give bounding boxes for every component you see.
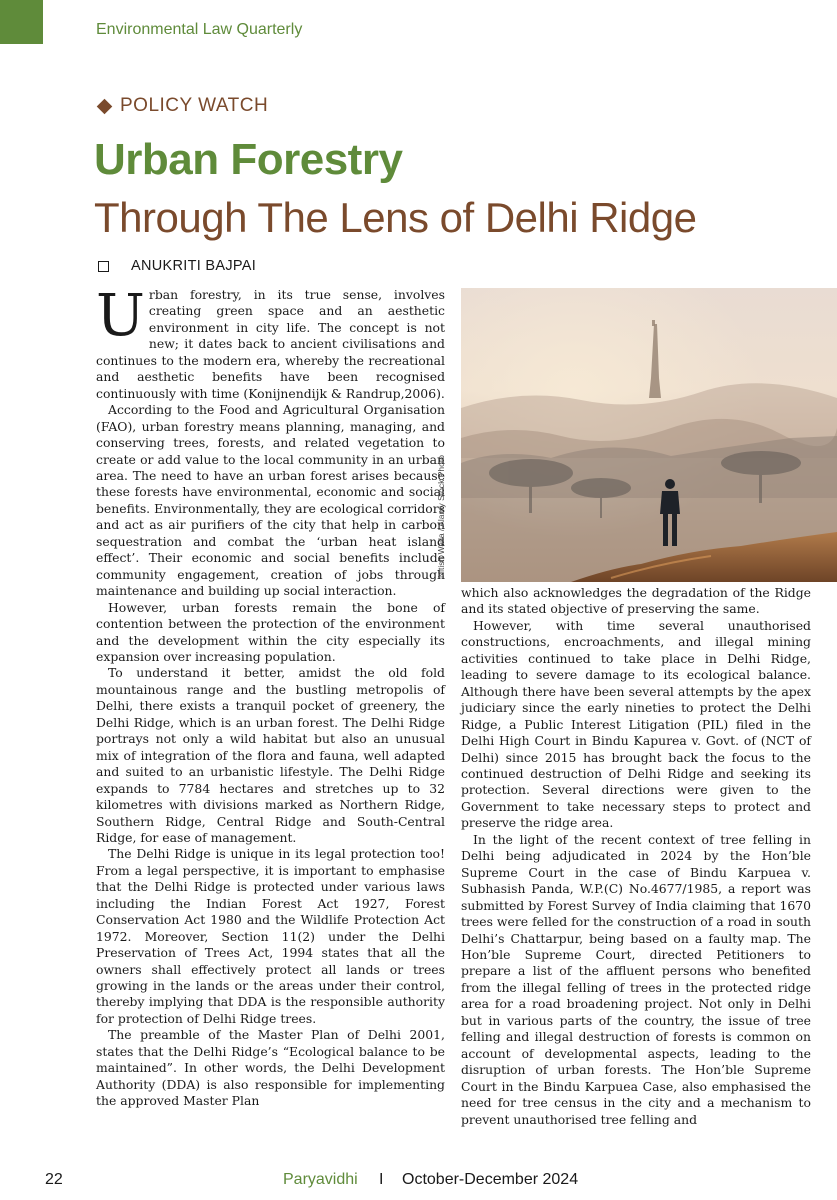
issue-date: October-December 2024 xyxy=(402,1171,579,1188)
corner-color-tab xyxy=(0,0,43,44)
paragraph: However, with time several unauthorised constructions, encroachments, and illegal mining activities continued to take place in Delhi Ridge, leading to severe damage to its ecological balance. Although there have been several attempts by the apex judiciary since the early nineties to protect the Delhi Ridge, a Public Interest Litigation (PIL) filed in the Delhi High Court in Bindu Kapurea v. Govt. of (NCT of Delhi) since 2015 has brought back the focus to the continued destruction of Delhi Ridge and seeking its protection. Several directions were given to the Government to take necessary steps to protect and preserve the ridge area. xyxy=(461,617,811,831)
section-label xyxy=(96,95,268,117)
paragraph: Urban forestry, in its true sense, involves creating green space and an aesthetic environment in city life. The concept is not new; it dates back to ancient civilisations and continues to the modern era, whereby the recreational and aesthetic benefits have been recognised continuously with time (Konijnendijk & Randrup,2006). xyxy=(96,281,445,401)
paragraph: In the light of the recent context of tree felling in Delhi being adjudicated in 2024 by the Hon’ble Supreme Court in the case of Bindu Karpuea v. Subhasish Panda, W.P.(C) No.4677/1985, a report was submitted by Forest Survey of India claiming that 1670 trees were felled for the construction of a road in south Delhi’s Chattarpur, being based on a faulty map. The Hon’ble Supreme Court, directed Petitioners to prepare a list of the affluent persons who benefited from the illegal felling of trees in the protected ridge area for a road broadening project. Not only in Delhi but in various parts of the country, the issue of tree felling and illegal destruction of forests is common on account of developmental aspects, leading to the disruption of urban forests. The Hon’ble Supreme Court in the Bindu Karpuea Case, also emphasised the need for tree census in the city and a mechanism to prevent unauthorised tree felling and xyxy=(461,831,811,1127)
paragraph: However, urban forests remain the bone of contention between the protection of the environment and the development within the city especially its expansion over increasing population. xyxy=(96,599,445,664)
photo-credit: Nitish Waila / Alamy Stock Photo xyxy=(436,455,446,578)
section-label-text: POLICY WATCH xyxy=(120,95,269,116)
author-byline xyxy=(98,258,256,274)
drop-cap: U xyxy=(96,281,145,349)
paragraph: The preamble of the Master Plan of Delhi 2001, states that the Delhi Ridge’s “Ecological balance to be maintained”. In other words, the Delhi Development Authority (DDA) is also responsible for implementing the approved Master Plan xyxy=(96,1027,445,1109)
diamond-icon xyxy=(97,98,113,114)
paragraph: To understand it better, amidst the old fold mountainous range and the bustling metropolis of Delhi, there exists a tranquil pocket of greenery, the Delhi Ridge, which is an urban forest. The Delhi Ridge portrays not only a wild habitat but also an unusual mix of integration of the flora and fauna, well adapted and suited to an urbanistic lifestyle. The Delhi Ridge expands to 7784 hectares and stretches up to 32 kilometres with divisions marked as Northern Ridge, Southern Ridge, Central Ridge and South-Central Ridge, for ease of management. xyxy=(96,665,445,845)
article-title: Urban Forestry xyxy=(94,135,403,184)
author-name: ANUKRITI BAJPAI xyxy=(131,258,257,274)
article-subtitle: Through The Lens of Delhi Ridge xyxy=(94,194,697,241)
paragraph: According to the Food and Agricultural Organisation (FAO), urban forestry means planning, managing, and conserving trees, forests, and related vegetation to create or add value to the local community in an urban area. The need to have an urban forest arises because these forests have environmental, economic and social benefits. Environmentally, they are ecological corridors and act as air purifiers of the city that help in carbon sequestration and combat the ‘urban heat island effect’. Their economic and social benefits include community engagement, creation of jobs through maintenance and building up social interaction. xyxy=(96,402,445,599)
article-column-left xyxy=(96,281,445,1115)
square-bullet-icon xyxy=(98,261,109,272)
paragraph: which also acknowledges the degradation of the Ridge and its stated objective of preserving the same. xyxy=(461,585,811,617)
page-number: 22 xyxy=(45,1171,63,1188)
magazine-name: Paryavidhi xyxy=(283,1171,358,1188)
misty-landscape-photo xyxy=(461,288,837,582)
journal-name: Environmental Law Quarterly xyxy=(96,21,303,38)
article-column-right xyxy=(461,585,811,1127)
paragraph: The Delhi Ridge is unique in its legal protection too! From a legal perspective, it is important to emphasise that the Delhi Ridge is protected under various laws including the Indian Forest Act 1927, Forest Conservation Act 1980 and the Wildlife Protection Act 1972. Moreover, Section 11(2) under the Delhi Preservation of Trees Act, 1994 states that all the owners shall effectively protect all lands or trees growing in the lands or the areas under their control, thereby implying that DDA is the responsible authority for protection of Delhi Ridge trees. xyxy=(96,846,445,1026)
footer-separator: I xyxy=(379,1171,384,1188)
